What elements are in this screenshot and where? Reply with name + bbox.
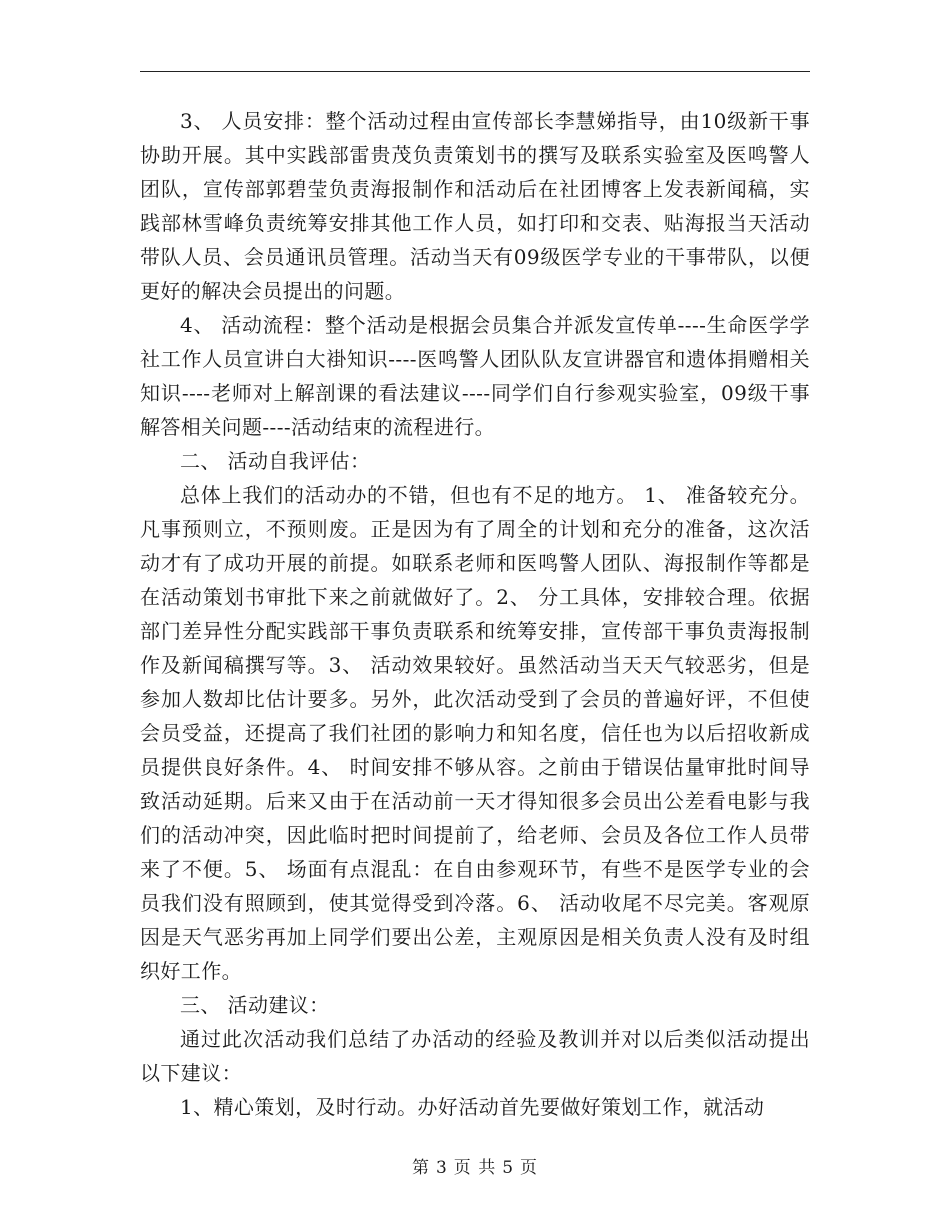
header-rule [140, 71, 810, 72]
footer-total-pages: 5 [502, 1158, 515, 1178]
paragraph-self-evaluation: 总体上我们的活动办的不错，但也有不足的地方。 1、 准备较充分。凡事预则立，不预则废。正是因为有了周全的计划和充分的准备，这次活动才有了成功开展的前提。如联系老师和医鸣警人团队、海报制作等都是在活动策划书审批下来之前就做好了。2、 分工具体，安排较合理。依据部门差异性分配实践部干事负责联系和统筹安排，宣传部干事负责海报制作及新闻稿撰写等。3、 活动效果较好。虽然活动当天天气较恶劣，但是参加人数却比估计要多。另外，此次活动受到了会员的普遍好评，不但使会员受益，还提高了我们社团的影响力和知名度，信任也为以后招收新成员提供良好条件。4、 时间安排不够从容。之前由于错误估量审批时间导致活动延期。后来又由于在活动前一天才得知很多会员出公差看电影与我们的活动冲突，因此临时把时间提前了，给老师、会员及各位工作人员带来了不便。5、 场面有点混乱：在自由参观环节，有些不是医学专业的会员我们没有照顾到，使其觉得受到冷落。6、 活动收尾不尽完美。客观原因是天气恶劣再加上同学们要出公差，主观原因是相关负责人没有及时组织好工作。 [140, 483, 810, 983]
section-heading-self-evaluation: 二、 活动自我评估： [180, 449, 371, 473]
paragraph-process: 4、 活动流程：整个活动是根据会员集合并派发宣传单----生命医学学社工作人员宣讲白大褂知识----医鸣警人团队队友宣讲器官和遗体捐赠相关知识----老师对上解剖课的看法建议----同学们自行参观实验室，09级干事解答相关问题----活动结束的流程进行。 [140, 313, 810, 439]
page-footer [0, 1153, 950, 1178]
paragraph-personnel: 3、 人员安排：整个活动过程由宣传部长李慧娣指导，由10级新干事协助开展。其中实践部雷贵茂负责策划书的撰写及联系实验室及医鸣警人团队，宣传部郭碧莹负责海报制作和活动后在社团博客上发表新闻稿，实践部林雪峰负责统筹安排其他工作人员，如打印和交表、贴海报当天活动带队人员、会员通讯员管理。活动当天有09级医学专业的干事带队，以便更好的解决会员提出的问题。 [140, 109, 810, 303]
footer-middle: 页 共 [453, 1158, 497, 1178]
footer-current-page: 3 [435, 1158, 448, 1178]
document-body [140, 104, 810, 1124]
footer-suffix: 页 [520, 1158, 539, 1178]
section-heading-suggestions: 三、 活动建议： [180, 993, 330, 1017]
footer-prefix: 第 [411, 1158, 430, 1178]
paragraph-suggestion-1: 1、精心策划，及时行动。办好活动首先要做好策划工作，就活动 [180, 1095, 765, 1119]
paragraph-suggestions-intro: 通过此次活动我们总结了办活动的经验及教训并对以后类似活动提出以下建议： [140, 1027, 810, 1085]
